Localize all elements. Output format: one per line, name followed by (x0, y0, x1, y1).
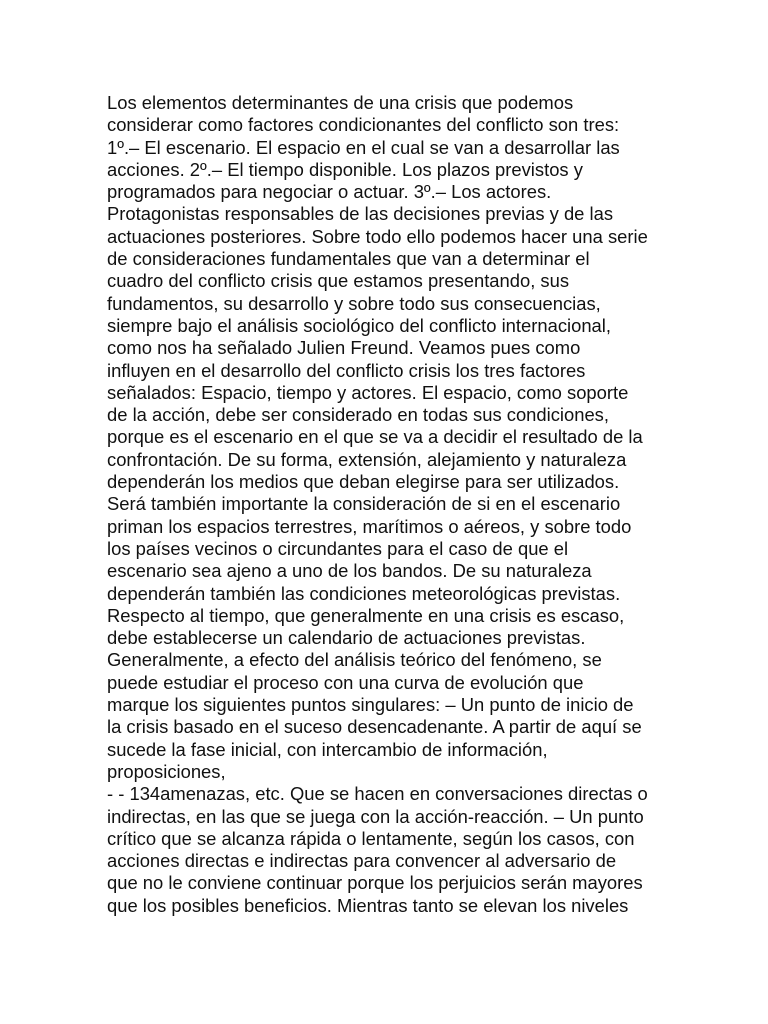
text-line: de consideraciones fundamentales que van a determinar el (107, 248, 590, 270)
text-line: dependerán también las condiciones meteorológicas previstas. (107, 582, 621, 604)
text-line: que los posibles beneficios. Mientras tanto se elevan los niveles (107, 894, 629, 916)
text-line: escenario sea ajeno a uno de los bandos. De su naturaleza (107, 560, 592, 582)
text-line: crítico que se alcanza rápida o lentamente, según los casos, con (107, 827, 635, 849)
text-line: Protagonistas responsables de las decisiones previas y de las (107, 203, 614, 225)
text-line: acciones. 2º.– El tiempo disponible. Los plazos previstos y (107, 158, 583, 180)
text-line: dependerán los medios que deban elegirse para ser utilizados. (107, 471, 620, 493)
text-line: considerar como factores condicionantes del conflicto son tres: (107, 114, 620, 136)
text-line: - - 134amenazas, etc. Que se hacen en conversaciones directas o (107, 783, 648, 805)
text-line: que no le conviene continuar porque los perjuicios serán mayores (107, 872, 643, 894)
text-line: como nos ha señalado Julien Freund. Veamos pues como (107, 337, 581, 359)
text-line: Respecto al tiempo, que generalmente en una crisis es escaso, (107, 604, 625, 626)
text-line: porque es el escenario en el que se va a decidir el resultado de la (107, 426, 643, 448)
body-text (107, 92, 687, 917)
text-line: debe establecerse un calendario de actuaciones previstas. (107, 627, 586, 649)
text-line: Los elementos determinantes de una crisis que podemos (107, 92, 574, 113)
text-line: Será también importante la consideración de si en el escenario (107, 493, 621, 515)
text-line: influyen en el desarrollo del conflicto crisis los tres factores (107, 359, 586, 381)
text-line: indirectas, en las que se juega con la acción-reacción. – Un punto (107, 805, 644, 827)
text-line: siempre bajo el análisis sociológico del conflicto internacional, (107, 314, 611, 336)
text-line: cuadro del conflicto crisis que estamos presentando, sus (107, 270, 570, 292)
text-line: actuaciones posteriores. Sobre todo ello podemos hacer una serie (107, 225, 648, 247)
text-line: proposiciones, (107, 760, 226, 782)
text-line: los países vecinos o circundantes para el caso de que el (107, 537, 569, 559)
text-line: la crisis basado en el suceso desencadenante. A partir de aquí se (107, 716, 642, 738)
text-line: sucede la fase inicial, con intercambio de información, (107, 738, 548, 760)
text-line: puede estudiar el proceso con una curva de evolución que (107, 671, 584, 693)
text-line: Generalmente, a efecto del análisis teórico del fenómeno, se (107, 649, 602, 671)
text-line: señalados: Espacio, tiempo y actores. El espacio, como soporte (107, 381, 629, 403)
text-line: acciones directas e indirectas para convencer al adversario de (107, 850, 617, 872)
text-line: fundamentos, su desarrollo y sobre todo sus consecuencias, (107, 292, 601, 314)
text-line: priman los espacios terrestres, marítimos o aéreos, y sobre todo (107, 515, 632, 537)
text-line: programados para negociar o actuar. 3º.– Los actores. (107, 181, 552, 203)
text-line: de la acción, debe ser considerado en todas sus condiciones, (107, 404, 609, 426)
text-line: 1º.– El escenario. El espacio en el cual se van a desarrollar las (107, 136, 620, 158)
text-line: marque los siguientes puntos singulares: – Un punto de inicio de (107, 694, 634, 716)
text-line: confrontación. De su forma, extensión, alejamiento y naturaleza (107, 448, 627, 470)
